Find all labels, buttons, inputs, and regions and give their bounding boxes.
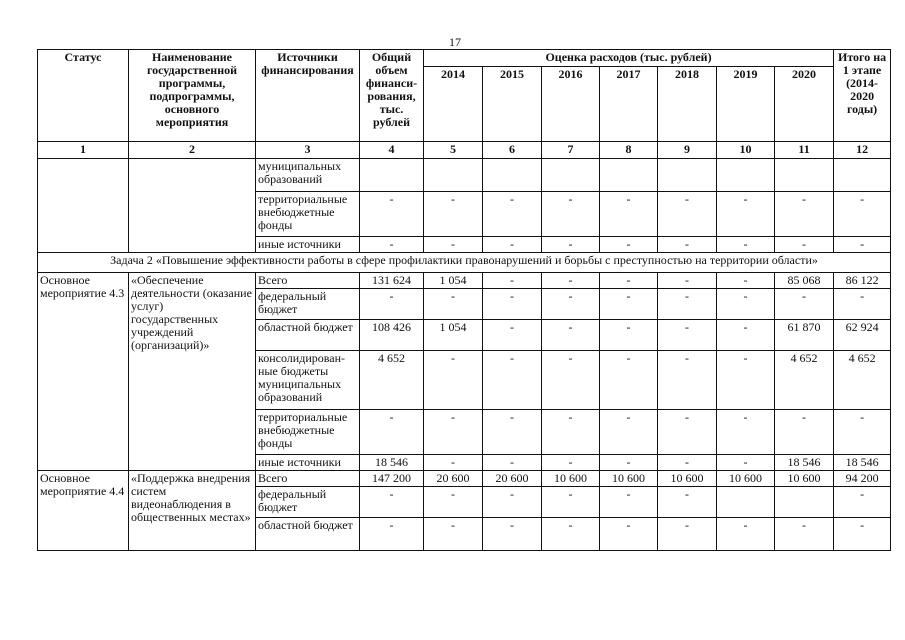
status-cell: Основное мероприятие 4.4 (38, 471, 129, 551)
value-cell: 10 600 (717, 471, 775, 487)
column-number: 5 (424, 142, 483, 159)
status-cell: Основное мероприятие 4.3 (38, 273, 129, 471)
value-cell: - (658, 273, 717, 289)
name-cell (129, 159, 256, 253)
value-cell: - (483, 192, 542, 237)
value-cell: - (424, 289, 483, 320)
value-cell: 147 200 (360, 471, 424, 487)
value-cell: 61 870 (775, 320, 834, 351)
value-cell: - (775, 289, 834, 320)
header-year: 2019 (717, 67, 775, 142)
status-cell (38, 159, 129, 253)
value-cell: - (834, 487, 891, 518)
value-cell: - (542, 273, 600, 289)
value-cell: - (658, 518, 717, 551)
header-total: Общий объем финанси-рования, тыс. рублей (360, 50, 424, 142)
value-cell: - (542, 289, 600, 320)
value-cell: - (360, 487, 424, 518)
column-number: 10 (717, 142, 775, 159)
value-cell: - (360, 410, 424, 455)
value-cell: - (600, 487, 658, 518)
value-cell: - (424, 455, 483, 471)
value-cell: - (600, 237, 658, 253)
value-cell: - (483, 320, 542, 351)
header-estimate: Оценка расходов (тыс. рублей) (424, 50, 834, 67)
value-cell (600, 159, 658, 192)
value-cell: 131 624 (360, 273, 424, 289)
value-cell: - (360, 237, 424, 253)
header-year: 2016 (542, 67, 600, 142)
value-cell: 94 200 (834, 471, 891, 487)
header-year: 2015 (483, 67, 542, 142)
value-cell: - (360, 289, 424, 320)
task-heading: Задача 2 «Повышение эффективности работы в сфере профилактики правонарушений и борьбы с преступностью на территории области» (38, 253, 891, 273)
value-cell: - (424, 487, 483, 518)
value-cell: - (658, 351, 717, 410)
value-cell: - (717, 410, 775, 455)
page-number: 17 (449, 35, 461, 49)
value-cell: - (658, 455, 717, 471)
table-row (38, 471, 891, 487)
value-cell: - (483, 351, 542, 410)
value-cell: - (717, 518, 775, 551)
value-cell: - (600, 518, 658, 551)
source-cell: территориальные внебюджетные фонды (256, 192, 360, 237)
value-cell: - (542, 410, 600, 455)
source-cell: федеральный бюджет (256, 289, 360, 320)
value-cell: - (658, 410, 717, 455)
value-cell (717, 487, 775, 518)
value-cell: - (834, 289, 891, 320)
header-year: 2017 (600, 67, 658, 142)
value-cell: - (717, 455, 775, 471)
value-cell: - (658, 289, 717, 320)
value-cell: 18 546 (834, 455, 891, 471)
value-cell: 10 600 (542, 471, 600, 487)
header-year: 2018 (658, 67, 717, 142)
value-cell (717, 159, 775, 192)
value-cell: - (483, 518, 542, 551)
task-row (38, 253, 891, 273)
column-number: 6 (483, 142, 542, 159)
source-cell: федеральный бюджет (256, 487, 360, 518)
column-number: 7 (542, 142, 600, 159)
value-cell: - (775, 237, 834, 253)
header-row-1 (38, 50, 891, 67)
value-cell: - (483, 289, 542, 320)
value-cell: - (834, 410, 891, 455)
value-cell: 10 600 (775, 471, 834, 487)
value-cell: - (834, 518, 891, 551)
value-cell: - (834, 192, 891, 237)
value-cell: - (542, 455, 600, 471)
value-cell: - (542, 320, 600, 351)
header-status: Статус (38, 50, 129, 142)
value-cell: - (717, 351, 775, 410)
value-cell: - (775, 410, 834, 455)
value-cell: - (717, 192, 775, 237)
value-cell: - (658, 192, 717, 237)
column-number: 8 (600, 142, 658, 159)
value-cell: - (360, 518, 424, 551)
value-cell: 108 426 (360, 320, 424, 351)
value-cell: - (600, 192, 658, 237)
value-cell: 62 924 (834, 320, 891, 351)
value-cell: - (717, 273, 775, 289)
value-cell: - (600, 289, 658, 320)
value-cell: 18 546 (775, 455, 834, 471)
value-cell: - (717, 289, 775, 320)
header-source: Источники финансирования (256, 50, 360, 142)
value-cell: - (717, 237, 775, 253)
value-cell (775, 159, 834, 192)
header-year: 2020 (775, 67, 834, 142)
value-cell: - (775, 192, 834, 237)
column-number: 9 (658, 142, 717, 159)
value-cell (658, 159, 717, 192)
value-cell: 4 652 (775, 351, 834, 410)
column-number: 2 (129, 142, 256, 159)
value-cell (424, 159, 483, 192)
value-cell: 4 652 (834, 351, 891, 410)
value-cell: - (424, 192, 483, 237)
value-cell: - (424, 410, 483, 455)
value-cell: - (600, 455, 658, 471)
value-cell: - (600, 320, 658, 351)
value-cell: 85 068 (775, 273, 834, 289)
value-cell: - (424, 237, 483, 253)
source-cell: муниципальных образований (256, 159, 360, 192)
value-cell: 18 546 (360, 455, 424, 471)
value-cell: - (834, 237, 891, 253)
budget-table (37, 49, 891, 551)
value-cell: - (424, 518, 483, 551)
value-cell: - (542, 487, 600, 518)
value-cell: - (542, 351, 600, 410)
value-cell: - (600, 273, 658, 289)
value-cell: - (600, 351, 658, 410)
source-cell: областной бюджет (256, 518, 360, 551)
value-cell: - (483, 487, 542, 518)
table-row (38, 159, 891, 192)
value-cell: - (658, 237, 717, 253)
source-cell: Всего (256, 273, 360, 289)
value-cell: 20 600 (483, 471, 542, 487)
column-number: 3 (256, 142, 360, 159)
value-cell: 10 600 (600, 471, 658, 487)
value-cell: - (483, 237, 542, 253)
header-name: Наименование государственной программы, подпрограммы, основного мероприятия (129, 50, 256, 142)
name-cell: «Поддержка внедрения систем видеонаблюдения в общественных местах» (129, 471, 256, 551)
name-cell: «Обеспечение деятельности (оказание услуг) государственных учреждений (организаций)» (129, 273, 256, 471)
value-cell: 10 600 (658, 471, 717, 487)
value-cell: - (483, 455, 542, 471)
value-cell: 1 054 (424, 320, 483, 351)
value-cell (775, 487, 834, 518)
value-cell: 1 054 (424, 273, 483, 289)
value-cell: - (717, 320, 775, 351)
value-cell: - (483, 410, 542, 455)
value-cell (542, 159, 600, 192)
header-year: 2014 (424, 67, 483, 142)
header-stage-total: Итого на 1 этапе (2014-2020 годы) (834, 50, 891, 142)
column-number: 11 (775, 142, 834, 159)
value-cell: - (360, 192, 424, 237)
value-cell (834, 159, 891, 192)
value-cell: - (542, 192, 600, 237)
source-cell: Всего (256, 471, 360, 487)
value-cell: - (658, 320, 717, 351)
column-number: 4 (360, 142, 424, 159)
source-cell: иные источники (256, 455, 360, 471)
value-cell: - (542, 518, 600, 551)
value-cell: - (424, 351, 483, 410)
column-number: 12 (834, 142, 891, 159)
value-cell: 4 652 (360, 351, 424, 410)
source-cell: областной бюджет (256, 320, 360, 351)
column-number-row (38, 142, 891, 159)
value-cell (483, 159, 542, 192)
value-cell: - (483, 273, 542, 289)
source-cell: территориальные внебюджетные фонды (256, 410, 360, 455)
value-cell: 20 600 (424, 471, 483, 487)
table-row (38, 273, 891, 289)
value-cell: - (775, 518, 834, 551)
column-number: 1 (38, 142, 129, 159)
value-cell: - (600, 410, 658, 455)
value-cell (360, 159, 424, 192)
value-cell: 86 122 (834, 273, 891, 289)
source-cell: консолидирован-ные бюджеты муниципальных образований (256, 351, 360, 410)
value-cell: - (542, 237, 600, 253)
value-cell: - (658, 487, 717, 518)
source-cell: иные источники (256, 237, 360, 253)
